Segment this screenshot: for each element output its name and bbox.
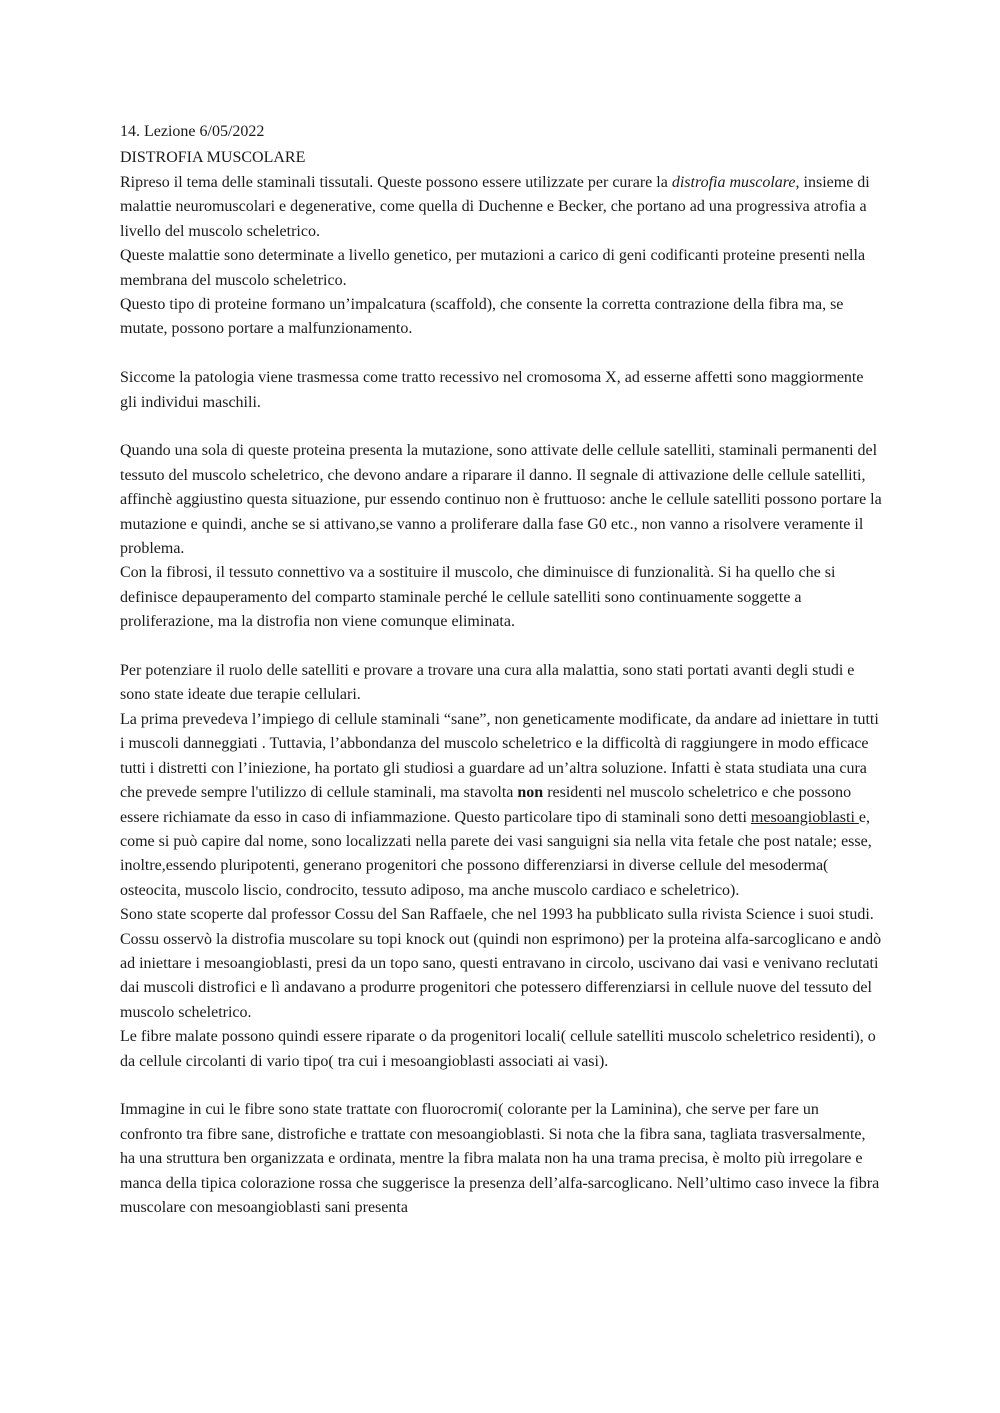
paragraph-mesoangioblasts-text-a: La prima prevedeva l’impiego di cellule staminali “sane”, non geneticamente modificate, da andare ad iniettare in tutti i muscoli danneggiati . Tuttavia, l’abbondanza del muscolo scheletrico e la difficoltà di raggiungere in modo efficace tutti i distretti con l’iniezione, ha portato gli studiosi a guardare ad un’altra soluzione. Infatti è stata studiata una cura che prevede sempre l'utilizzo di cellule staminali, ma stavolta bbox=[120, 710, 879, 802]
paragraph-intro-text-a: Ripreso il tema delle staminali tissutali. Queste possono essere utilizzate per curare la bbox=[120, 174, 672, 191]
paragraph-inheritance: Siccome la patologia viene trasmessa come tratto recessivo nel cromosoma X, ad esserne affetti sono maggiormente gli individui maschili. bbox=[120, 369, 864, 411]
paragraph-cossu-study: Sono state scoperte dal professor Cossu del San Raffaele, che nel 1993 ha pubblicato sulla rivista Science i suoi studi. Cossu osservò la distrofia muscolare su topi knock out (quindi non esprimono) per la proteina alfa-sarcoglicano e andò ad iniettare i mesoangioblasti, presi da un topo sano, questi entravano in circolo, uscivano dai vasi e venivano reclutati dai muscoli distrofici e lì andavano a produrre progenitori che potessero differenziarsi in cellule nuove del tessuto del muscolo scheletrico. bbox=[120, 906, 882, 1021]
paragraph-spacer bbox=[120, 635, 882, 659]
paragraph-fibrosis: Con la fibrosi, il tessuto connettivo va a sostituire il muscolo, che diminuisce di funzionalità. Si ha quello che si definisce depauperamento del comparto staminale perché le cellule satelliti sono continuamente soggette a proliferazione, ma la distrofia non viene comunque eliminata. bbox=[120, 564, 836, 631]
paragraph-satellite-cells: Quando una sola di queste proteina presenta la mutazione, sono attivate delle cellule satelliti, staminali permanenti del tessuto del muscolo scheletrico, che devono andare a riparare il danno. Il segnale di attivazione delle cellule satelliti, affinchè aggiustino questa situazione, pur essendo continuo non è fruttuoso: anche le cellule satelliti possono portare la mutazione e quindi, anche se si attivano,se vanno a proliferare dalla fase G0 etc., non vanno a risolvere veramente il problema. bbox=[120, 442, 882, 558]
paragraph-mesoangioblasts-text-b: residenti nel muscolo scheletrico e che possono essere richiamate da esso in caso di infiammazione. Questo particolare tipo di staminali sono detti bbox=[120, 784, 852, 826]
paragraph-repair: Le fibre malate possono quindi essere riparate o da progenitori locali( cellule satelliti muscolo scheletrico residenti), o da cellule circolanti di vario tipo( tra cui i mesoangioblasti associati ai vasi). bbox=[120, 1028, 876, 1070]
paragraph-image-description: Immagine in cui le fibre sono state trattate con fluorocromi( colorante per la Laminina), che serve per fare un confronto tra fibre sane, distrofiche e trattate con mesoangioblasti. Si nota che la fibra sana, tagliata trasversalmente, ha una struttura ben organizzata e ordinata, mentre la fibra malata non ha una trama precisa, è molto più irregolare e manca della tipica colorazione rossa che suggerisce la presenza dell’alfa-sarcoglicano. Nell’ultimo caso invece la fibra muscolare con mesoangioblasti sani presenta bbox=[120, 1101, 880, 1216]
lesson-heading: 14. Lezione 6/05/2022 bbox=[120, 123, 265, 140]
paragraph-mesoangioblasts-text-c: e, come si può capire dal nome, sono localizzati nella parete dei vasi sanguigni sia nella vita fetale che post natale; esse, inoltre,essendo pluripotenti, generano progenitori che possono differenziarsi in diverse cellule del mesoderma( osteocita, muscolo liscio, condrocito, tessuto adiposo, ma anche muscolo cardiaco e scheletrico). bbox=[120, 808, 872, 899]
document-title: DISTROFIA MUSCOLARE bbox=[120, 149, 306, 166]
paragraph-spacer bbox=[120, 415, 882, 439]
paragraph-therapies: Per potenziare il ruolo delle satelliti e provare a trovare una cura alla malattia, sono stati portati avanti degli studi e sono state ideate due terapie cellulari. bbox=[120, 662, 855, 704]
paragraph-intro-emphasis: distrofia muscolare bbox=[671, 174, 796, 191]
paragraph-scaffold: Questo tipo di proteine formano un’impalcatura (scaffold), che consente la corretta contrazione della fibra ma, se mutate, possono portare a malfunzionamento. bbox=[120, 296, 844, 338]
paragraph-intro bbox=[120, 171, 882, 244]
paragraph-mesoangioblasts-underline: mesoangioblasti bbox=[750, 808, 859, 826]
paragraph-spacer bbox=[120, 1074, 882, 1098]
paragraph-mesoangioblasts-bold: non bbox=[517, 784, 544, 802]
paragraph-intro-text-b: , insieme di malattie neuromuscolari e degenerative, come quella di Duchenne e Becker, che portano ad una progressiva atrofia a livello del muscolo scheletrico. bbox=[120, 174, 870, 240]
paragraph-spacer bbox=[120, 342, 882, 366]
paragraph-genetics: Queste malattie sono determinate a livello genetico, per mutazioni a carico di geni codificanti proteine presenti nella membrana del muscolo scheletrico. bbox=[120, 247, 866, 289]
paragraph-mesoangioblasts bbox=[120, 708, 882, 903]
document-page bbox=[120, 119, 882, 1220]
